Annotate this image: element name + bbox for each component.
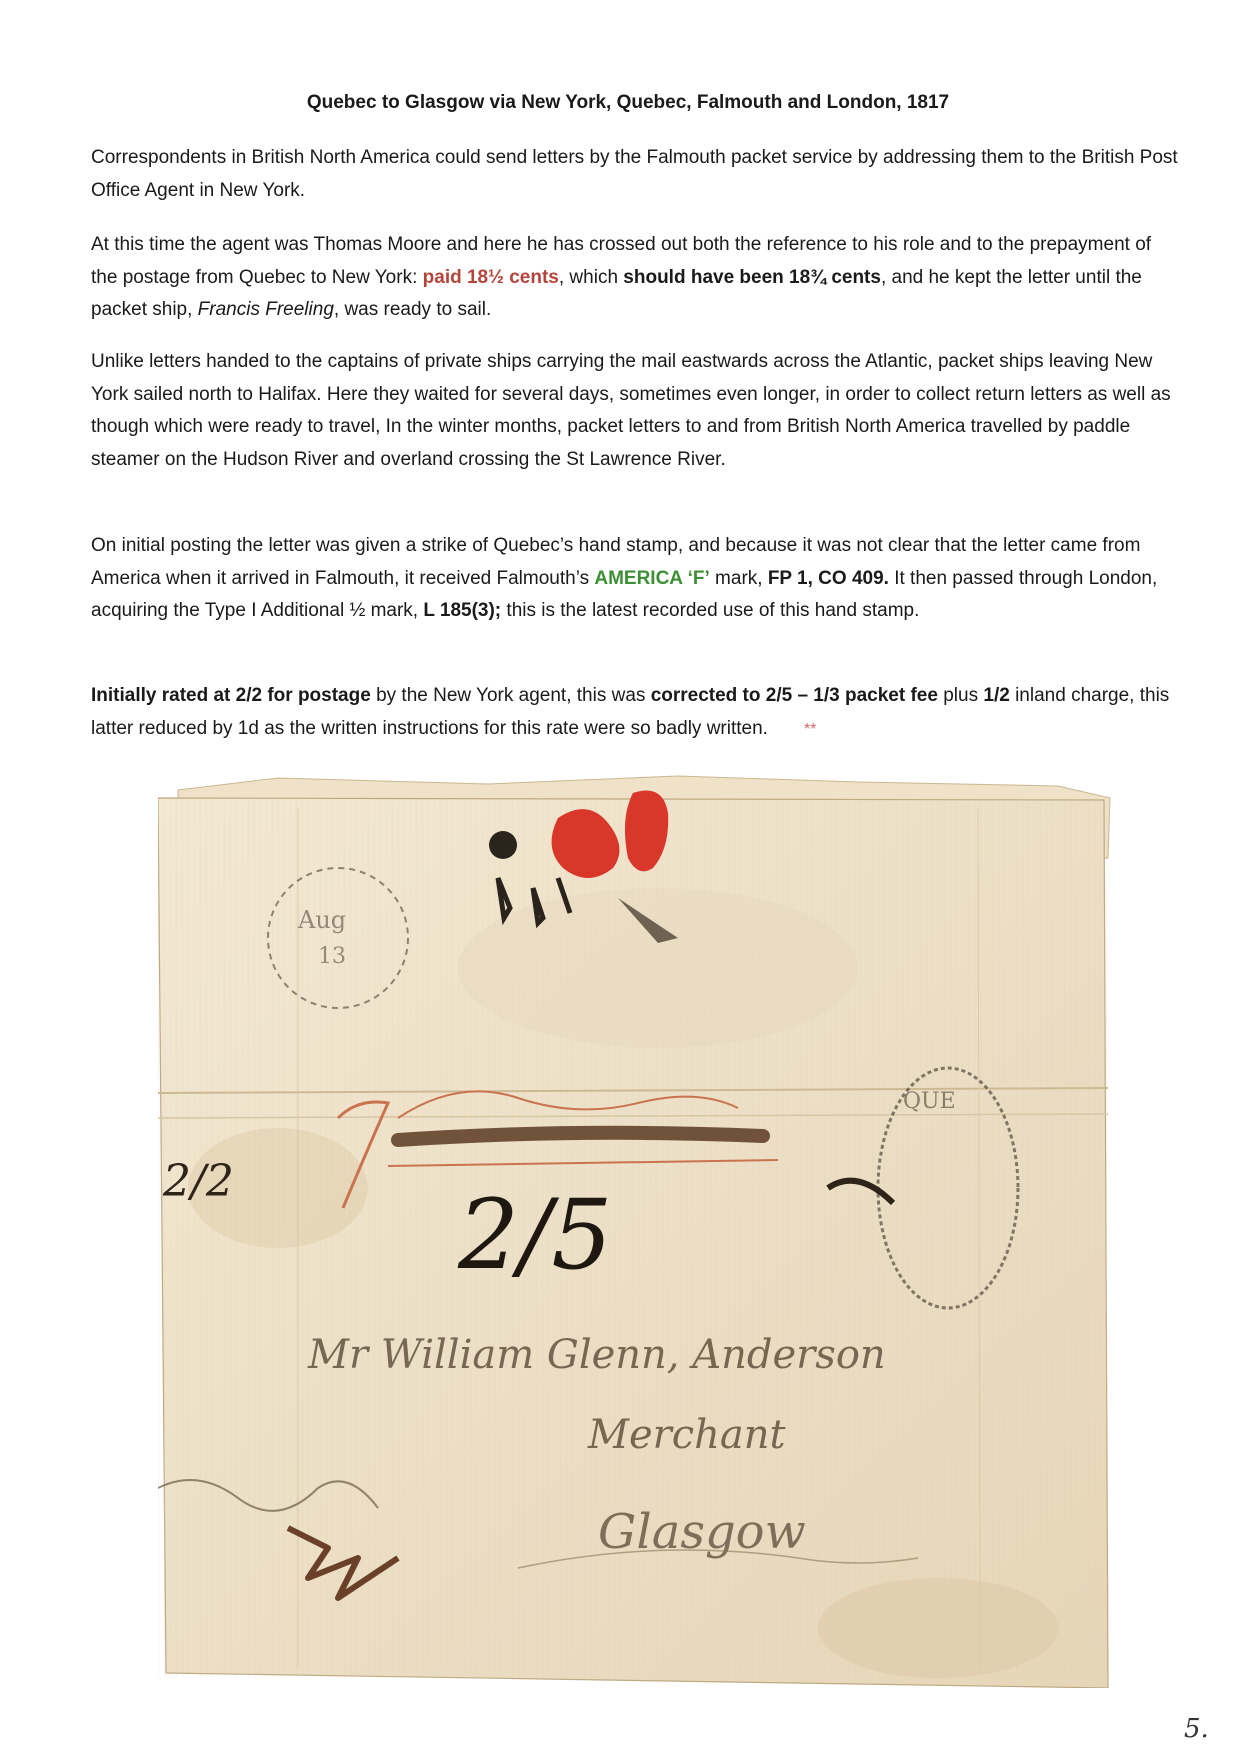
svg-text:13: 13 bbox=[318, 944, 346, 969]
p2-text-b: , which bbox=[558, 266, 624, 288]
page-number: 5. bbox=[1184, 1714, 1209, 1744]
p5-bold-1: Initially rated at 2/2 for postage bbox=[91, 685, 371, 706]
black-seal bbox=[489, 831, 517, 859]
paragraph-agent bbox=[91, 229, 1181, 327]
america-f-mark: AMERICA ‘F’ bbox=[594, 567, 710, 589]
address-line-2: Merchant bbox=[588, 1412, 786, 1458]
paragraph-marks bbox=[91, 530, 1181, 628]
paid-cents-highlight: paid 18½ cents bbox=[422, 266, 559, 288]
p2-text-d: , was ready to sail. bbox=[333, 299, 492, 320]
should-have-been-highlight: should have been 18¾ cents bbox=[623, 266, 881, 288]
folded-letter-cover bbox=[158, 768, 1112, 1688]
paragraph-intro: Correspondents in British North America could send letters by the Falmouth packet service by addressing them to the British Post Office Agent in New York. bbox=[91, 147, 1178, 201]
p5-text-b: plus bbox=[937, 685, 984, 706]
ship-name: Francis Freeling bbox=[197, 299, 334, 320]
p5-bold-3: 1/2 bbox=[983, 685, 1010, 706]
p5-bold-2: corrected to 2/5 – 1/3 packet fee bbox=[650, 685, 938, 706]
page-title: Quebec to Glasgow via New York, Quebec, Falmouth and London, 1817 bbox=[306, 92, 950, 113]
svg-text:QUE: QUE bbox=[903, 1089, 956, 1114]
rate-2-5: 2/5 bbox=[458, 1179, 613, 1291]
address-line-3: Glasgow bbox=[598, 1504, 806, 1560]
address-line-1: Mr William Glenn, Anderson bbox=[308, 1332, 886, 1378]
paragraph-rates bbox=[91, 680, 1181, 746]
ref-l185: L 185(3); bbox=[423, 600, 502, 621]
paragraph-route: Unlike letters handed to the captains of private ships carrying the mail eastwards across the Atlantic, packet ships leaving New York sailed north to Halifax. Here they waited for several days, sometimes even longer, in order to collect return letters as well as though which were ready to travel, In the winter months, packet letters to and from British North America travelled by paddle steamer on the Hudson River and overland crossing the St Lawrence River. bbox=[91, 351, 1171, 470]
double-asterisk: ** bbox=[803, 720, 817, 738]
p4-text-b: mark, bbox=[709, 567, 768, 589]
svg-text:Aug: Aug bbox=[298, 906, 347, 934]
ref-fp1: FP 1, CO 409. bbox=[767, 567, 889, 589]
p4-text-a: On initial posting the letter was given a strike of Quebec’s hand stamp, and because it was not clear that the letter came from America when it arrived in Falmouth, it received Falmouth’s bbox=[91, 535, 1141, 589]
p4-text-c: It then passed through London, acquiring the Type I Additional ½ mark, bbox=[91, 567, 1158, 621]
p2-text-a: At this time the agent was Thomas Moore and here he has crossed out both the reference to his role and to the prepayment of the postage from Quebec to New York: bbox=[91, 234, 1152, 288]
p4-text-d: this is the latest recorded use of this hand stamp. bbox=[501, 600, 920, 621]
p2-text-c: , and he kept the letter until the packet ship, bbox=[91, 266, 1142, 320]
crossed-out-line bbox=[398, 1133, 763, 1140]
p5-text-c: inland charge, this latter reduced by 1d as the written instructions for this rate were so badly written. bbox=[91, 685, 1170, 739]
rate-2-2: 2/2 bbox=[163, 1156, 234, 1207]
p5-text-a: by the New York agent, this was bbox=[370, 685, 651, 706]
